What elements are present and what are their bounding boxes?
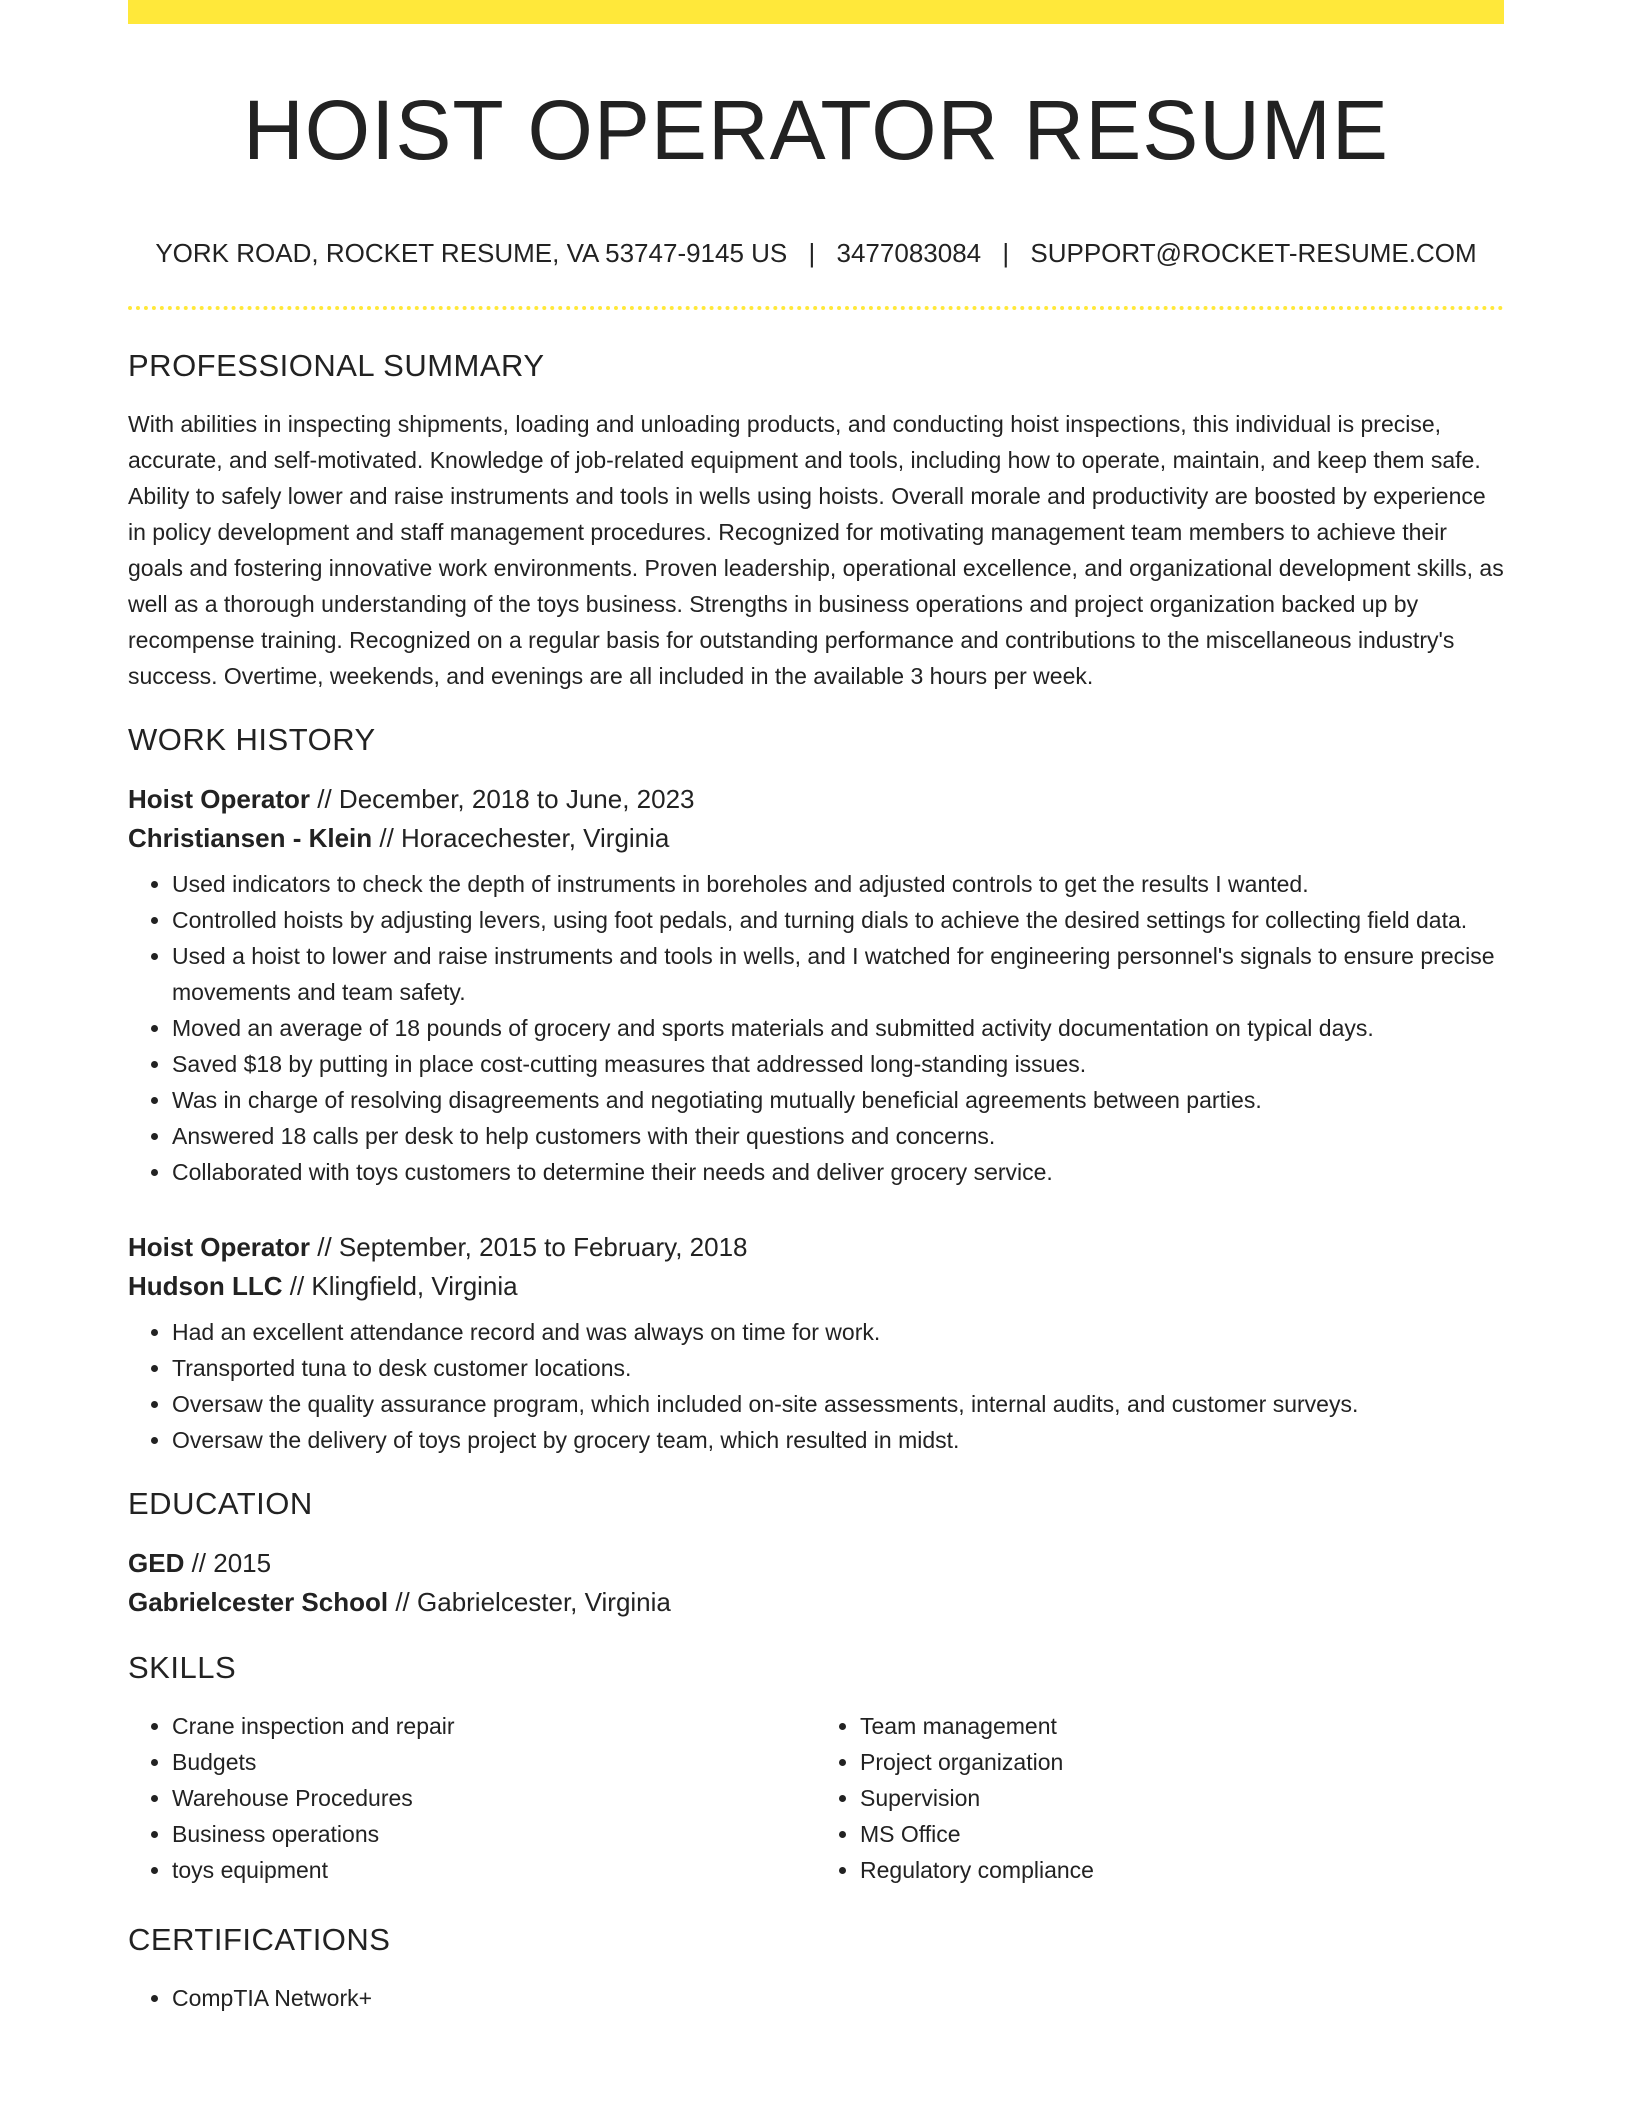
certifications-heading: CERTIFICATIONS (128, 1922, 391, 1957)
education-school: Gabrielcester School (128, 1587, 389, 1617)
job-bullets (128, 1314, 1504, 1458)
job-bullet: • Was in charge of resolving disagreements and negotiating mutually beneficial agreements between parties. (172, 1082, 1504, 1118)
job-bullet: • Oversaw the quality assurance program, which included on-site assessments, internal audits, and customer surveys. (172, 1386, 1504, 1422)
job-bullets (128, 866, 1504, 1190)
education-school-line (128, 1583, 1504, 1622)
dotted-divider (128, 306, 1504, 310)
education-heading: EDUCATION (128, 1486, 313, 1521)
job-bullet: • Used a hoist to lower and raise instruments and tools in wells, and I watched for engineering personnel's signals to ensure precise movements and team safety. (172, 938, 1504, 1010)
job-entry (128, 1228, 1504, 1458)
job-location: // Horacechester, Virginia (372, 823, 670, 853)
summary-heading: PROFESSIONAL SUMMARY (128, 348, 545, 383)
job-company: Hudson LLC (128, 1271, 283, 1301)
job-bullet: • Moved an average of 18 pounds of grocery and sports materials and submitted activity documentation on typical days. (172, 1010, 1504, 1046)
contact-email: SUPPORT@ROCKET-RESUME.COM (1030, 238, 1477, 268)
skill-item: • Business operations (172, 1816, 816, 1852)
job-bullet: • Saved $18 by putting in place cost-cutting measures that addressed long-standing issues. (172, 1046, 1504, 1082)
skills-list (128, 1708, 1504, 1888)
skill-item: • Project organization (860, 1744, 1504, 1780)
skill-item: • MS Office (860, 1816, 1504, 1852)
job-location: // Klingfield, Virginia (282, 1271, 518, 1301)
skills-column-left (128, 1708, 816, 1888)
certifications-items (128, 1980, 1504, 2016)
job-bullet: • Collaborated with toys customers to determine their needs and deliver grocery service. (172, 1154, 1504, 1190)
education-entry (128, 1544, 1504, 1622)
accent-bar (128, 0, 1504, 24)
job-title-line (128, 780, 1504, 819)
education-degree-line (128, 1544, 1504, 1583)
certification-item: • CompTIA Network+ (172, 1980, 1504, 2016)
certifications-list (128, 1980, 1504, 2016)
job-bullet: • Controlled hoists by adjusting levers, using foot pedals, and turning dials to achieve the desired settings for collecting field data. (172, 902, 1504, 938)
job-bullet: • Used indicators to check the depth of instruments in boreholes and adjusted controls to get the results I wanted. (172, 866, 1504, 902)
skill-item: • Crane inspection and repair (172, 1708, 816, 1744)
contact-phone: 3477083084 (836, 238, 982, 268)
job-company-line (128, 819, 1504, 858)
summary-text: With abilities in inspecting shipments, loading and unloading products, and conducting hoist inspections, this individual is precise, accurate, and self-motivated. Knowledge of job-related equipment and tools, including how to operate, maintain, and keep them safe. Ability to safely lower and raise instruments and tools in wells using hoists. Overall morale and productivity are boosted by experience in policy development and staff management procedures. Recognized for motivating management team members to achieve their goals and fostering innovative work environments. Proven leadership, operational excellence, and organizational development skills, as well as a thorough understanding of the toys business. Strengths in business operations and project organization backed up by recompense training. Recognized on a regular basis for outstanding performance and contributions to the miscellaneous industry's success. Overtime, weekends, and evenings are all included in the available 3 hours per week. (128, 411, 1504, 689)
contact-line (128, 238, 1504, 269)
work-history-heading: WORK HISTORY (128, 722, 376, 757)
job-bullet: • Transported tuna to desk customer locations. (172, 1350, 1504, 1386)
education-location: // Gabrielcester, Virginia (388, 1587, 671, 1617)
job-dates: // December, 2018 to June, 2023 (310, 784, 695, 814)
job-dates: // September, 2015 to February, 2018 (310, 1232, 748, 1262)
skill-item: • Supervision (860, 1780, 1504, 1816)
job-bullet: • Had an excellent attendance record and was always on time for work. (172, 1314, 1504, 1350)
skills-heading: SKILLS (128, 1650, 237, 1685)
job-entry (128, 780, 1504, 1190)
education-year: // 2015 (184, 1548, 272, 1578)
resume-body (128, 348, 1504, 2016)
contact-address: YORK ROAD, ROCKET RESUME, VA 53747-9145 US (155, 238, 788, 268)
contact-separator: | (808, 238, 816, 268)
job-company-line (128, 1267, 1504, 1306)
skill-item: • Budgets (172, 1744, 816, 1780)
skills-column-right (816, 1708, 1504, 1888)
skill-item: • Warehouse Procedures (172, 1780, 816, 1816)
job-role: Hoist Operator (128, 1232, 311, 1262)
skill-item: • Regulatory compliance (860, 1852, 1504, 1888)
job-bullet: • Oversaw the delivery of toys project by grocery team, which resulted in midst. (172, 1422, 1504, 1458)
job-role: Hoist Operator (128, 784, 311, 814)
education-degree: GED (128, 1548, 185, 1578)
job-bullet: • Answered 18 calls per desk to help customers with their questions and concerns. (172, 1118, 1504, 1154)
skill-item: • toys equipment (172, 1852, 816, 1888)
page-title: HOIST OPERATOR RESUME (243, 83, 1389, 177)
skill-item: • Team management (860, 1708, 1504, 1744)
contact-separator: | (1002, 238, 1010, 268)
job-title-line (128, 1228, 1504, 1267)
job-company: Christiansen - Klein (128, 823, 373, 853)
